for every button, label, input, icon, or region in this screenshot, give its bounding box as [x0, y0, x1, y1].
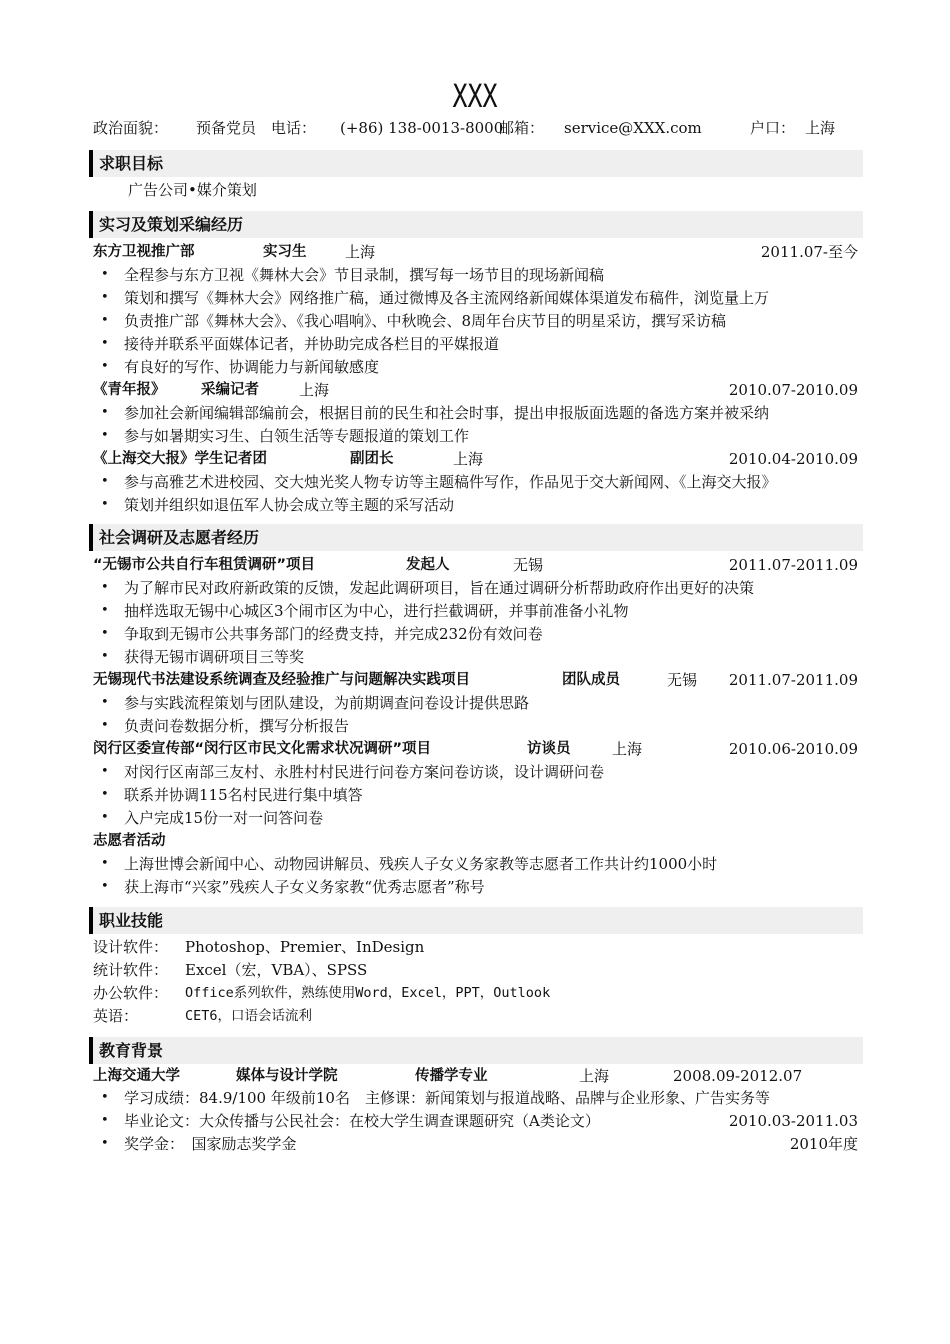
bullet-text: 奖学金： 国家励志奖学金: [124, 1135, 297, 1153]
bullet-icon: •: [101, 1113, 109, 1128]
info-label: 户口：: [750, 119, 796, 137]
resume-name: XXX: [452, 77, 498, 115]
info-label: 邮箱：: [499, 119, 545, 137]
section-title: 实习及策划采编经历: [99, 215, 244, 234]
bullet-text: 学习成绩：84.9/100 年级前10名 主修课：新闻策划与报道战略、品牌与企业形象、广告实务等: [124, 1089, 770, 1107]
entry-date: 2010.06-2010.09: [728, 740, 858, 758]
bullet-icon: •: [101, 810, 109, 825]
bullet-icon: •: [101, 359, 109, 374]
entry-location: 上海: [299, 381, 330, 399]
bullet-icon: •: [101, 336, 109, 351]
bullet-icon: •: [101, 718, 109, 733]
bullet-icon: •: [101, 497, 109, 512]
entry-org: 东方卫视推广部: [93, 244, 195, 260]
edu-college: 媒体与设计学院: [236, 1068, 338, 1084]
bullet-text: 抽样选取无锡中心城区3个闹市区为中心，进行拦截调研，并事前准备小礼物: [124, 602, 629, 620]
skill-value: CET6，口语会话流利: [185, 1008, 313, 1024]
bullet-date: 2010.03-2011.03: [728, 1112, 858, 1130]
bullet-icon: •: [101, 1090, 109, 1105]
info-label: 政治面貌：: [93, 119, 169, 137]
entry-role: 实习生: [263, 244, 307, 260]
skill-value: Office系列软件，熟练使用Word，Excel，PPT，Outlook: [185, 985, 551, 1001]
bullet-icon: •: [101, 649, 109, 664]
entry-org: 无锡现代书法建设系统调查及经验推广与问题解决实践项目: [93, 672, 470, 688]
section-research: [89, 524, 863, 551]
bullet-text: 参与高雅艺术进校园、交大烛光奖人物专访等主题稿件写作，作品见于交大新闻网、《上海交大报》: [124, 473, 777, 491]
bullet-icon: •: [101, 428, 109, 443]
entry-org: 志愿者活动: [93, 833, 166, 849]
entry-location: 上海: [345, 243, 376, 261]
bullet-text: 全程参与东方卫视《舞林大会》节目录制，撰写每一场节目的现场新闻稿: [124, 266, 605, 284]
bullet-icon: •: [101, 1136, 109, 1151]
entry-location: 无锡: [667, 671, 698, 689]
entry-org: “无锡市公共自行车租赁调研”项目: [93, 557, 316, 573]
info-value: 预备党员: [196, 119, 257, 137]
bullet-text: 对闵行区南部三友村、永胜村村民进行问卷方案问卷访谈，设计调研问卷: [124, 763, 605, 781]
skill-value: Photoshop、Premier、InDesign: [185, 938, 425, 956]
bullet-text: 入户完成15份一对一问答问卷: [124, 809, 324, 827]
entry-location: 上海: [612, 740, 643, 758]
section-skills: [89, 907, 863, 934]
section-objective: [89, 150, 863, 177]
edu-location: 上海: [579, 1067, 610, 1085]
info-value: service@XXX.com: [564, 119, 702, 137]
section-title: 教育背景: [99, 1041, 164, 1060]
bullet-icon: •: [101, 267, 109, 282]
skill-label: 办公软件：: [93, 984, 169, 1002]
entry-date: 2010.07-2010.09: [728, 381, 858, 399]
bullet-date: 2010年度: [789, 1135, 858, 1153]
bullet-icon: •: [101, 787, 109, 802]
bullet-text: 参加社会新闻编辑部编前会，根据目前的民生和社会时事，提出申报版面选题的备选方案并被采纳: [124, 404, 770, 422]
edu-major: 传播学专业: [415, 1068, 488, 1084]
bullet-icon: •: [101, 626, 109, 641]
bullet-icon: •: [101, 856, 109, 871]
bullet-text: 策划和撰写《舞林大会》网络推广稿，通过微博及各主流网络新闻媒体渠道发布稿件，浏览量上万: [124, 289, 770, 307]
bullet-icon: •: [101, 474, 109, 489]
edu-date: 2008.09-2012.07: [673, 1067, 803, 1085]
bullet-icon: •: [101, 290, 109, 305]
bullet-icon: •: [101, 695, 109, 710]
bullet-icon: •: [101, 313, 109, 328]
skill-label: 英语：: [93, 1007, 139, 1025]
section-title: 社会调研及志愿者经历: [99, 528, 260, 547]
section-title: 求职目标: [99, 154, 164, 173]
entry-date: 2010.04-2010.09: [728, 450, 858, 468]
bullet-text: 负责问卷数据分析，撰写分析报告: [124, 717, 350, 735]
entry-role: 团队成员: [562, 672, 620, 688]
bullet-text: 联系并协调115名村民进行集中填答: [124, 786, 363, 804]
entry-role: 副团长: [350, 451, 394, 467]
skill-value: Excel（宏，VBA）、SPSS: [185, 961, 368, 979]
bullet-icon: •: [101, 580, 109, 595]
section-internship: [89, 211, 863, 238]
entry-date: 2011.07-至今: [760, 243, 858, 261]
entry-org: 闵行区委宣传部“闵行区市民文化需求状况调研”项目: [93, 741, 432, 757]
skill-label: 统计软件：: [93, 961, 169, 979]
entry-date: 2011.07-2011.09: [728, 556, 858, 574]
bullet-text: 为了解市民对政府新政策的反馈，发起此调研项目，旨在通过调研分析帮助政府作出更好的决策: [124, 579, 755, 597]
bullet-icon: •: [101, 879, 109, 894]
edu-school: 上海交通大学: [93, 1068, 180, 1084]
info-label: 电话：: [271, 119, 317, 137]
skill-label: 设计软件：: [93, 938, 169, 956]
bullet-icon: •: [101, 405, 109, 420]
entry-location: 无锡: [513, 556, 544, 574]
bullet-text: 上海世博会新闻中心、动物园讲解员、残疾人子女义务家教等志愿者工作共计约1000小时: [124, 855, 718, 873]
bullet-text: 有良好的写作、协调能力与新闻敏感度: [124, 358, 380, 376]
bullet-text: 接待并联系平面媒体记者，并协助完成各栏目的平媒报道: [124, 335, 500, 353]
bullet-icon: •: [101, 764, 109, 779]
bullet-text: 获得无锡市调研项目三等奖: [124, 648, 305, 666]
entry-org: 《青年报》: [93, 382, 166, 398]
entry-role: 采编记者: [201, 382, 259, 398]
bullet-text: 参与实践流程策划与团队建设，为前期调查问卷设计提供思路: [124, 694, 530, 712]
entry-location: 上海: [453, 450, 484, 468]
bullet-icon: •: [101, 603, 109, 618]
info-value: (+86) 138-0013-8000: [340, 119, 504, 137]
entry-date: 2011.07-2011.09: [728, 671, 858, 689]
section-education: [89, 1037, 863, 1064]
entry-role: 发起人: [406, 557, 450, 573]
entry-role: 访谈员: [527, 741, 571, 757]
info-value: 上海: [805, 119, 836, 137]
bullet-text: 负责推广部《舞林大会》、《我心唱响》、中秋晚会、8周年台庆节目的明星采访，撰写采访稿: [124, 312, 727, 330]
bullet-text: 获上海市“兴家”残疾人子女义务家教“优秀志愿者”称号: [124, 878, 485, 896]
bullet-text: 争取到无锡市公共事务部门的经费支持，并完成232份有效问卷: [124, 625, 543, 643]
section-title: 职业技能: [99, 911, 164, 930]
bullet-text: 策划并组织如退伍军人协会成立等主题的采写活动: [124, 496, 455, 514]
bullet-text: 参与如暑期实习生、白领生活等专题报道的策划工作: [124, 427, 470, 445]
entry-org: 《上海交大报》学生记者团: [93, 451, 267, 467]
objective-text: 广告公司•媒介策划: [128, 181, 257, 199]
bullet-text: 毕业论文：大众传播与公民社会：在校大学生调查课题研究（A类论文）: [124, 1112, 600, 1130]
